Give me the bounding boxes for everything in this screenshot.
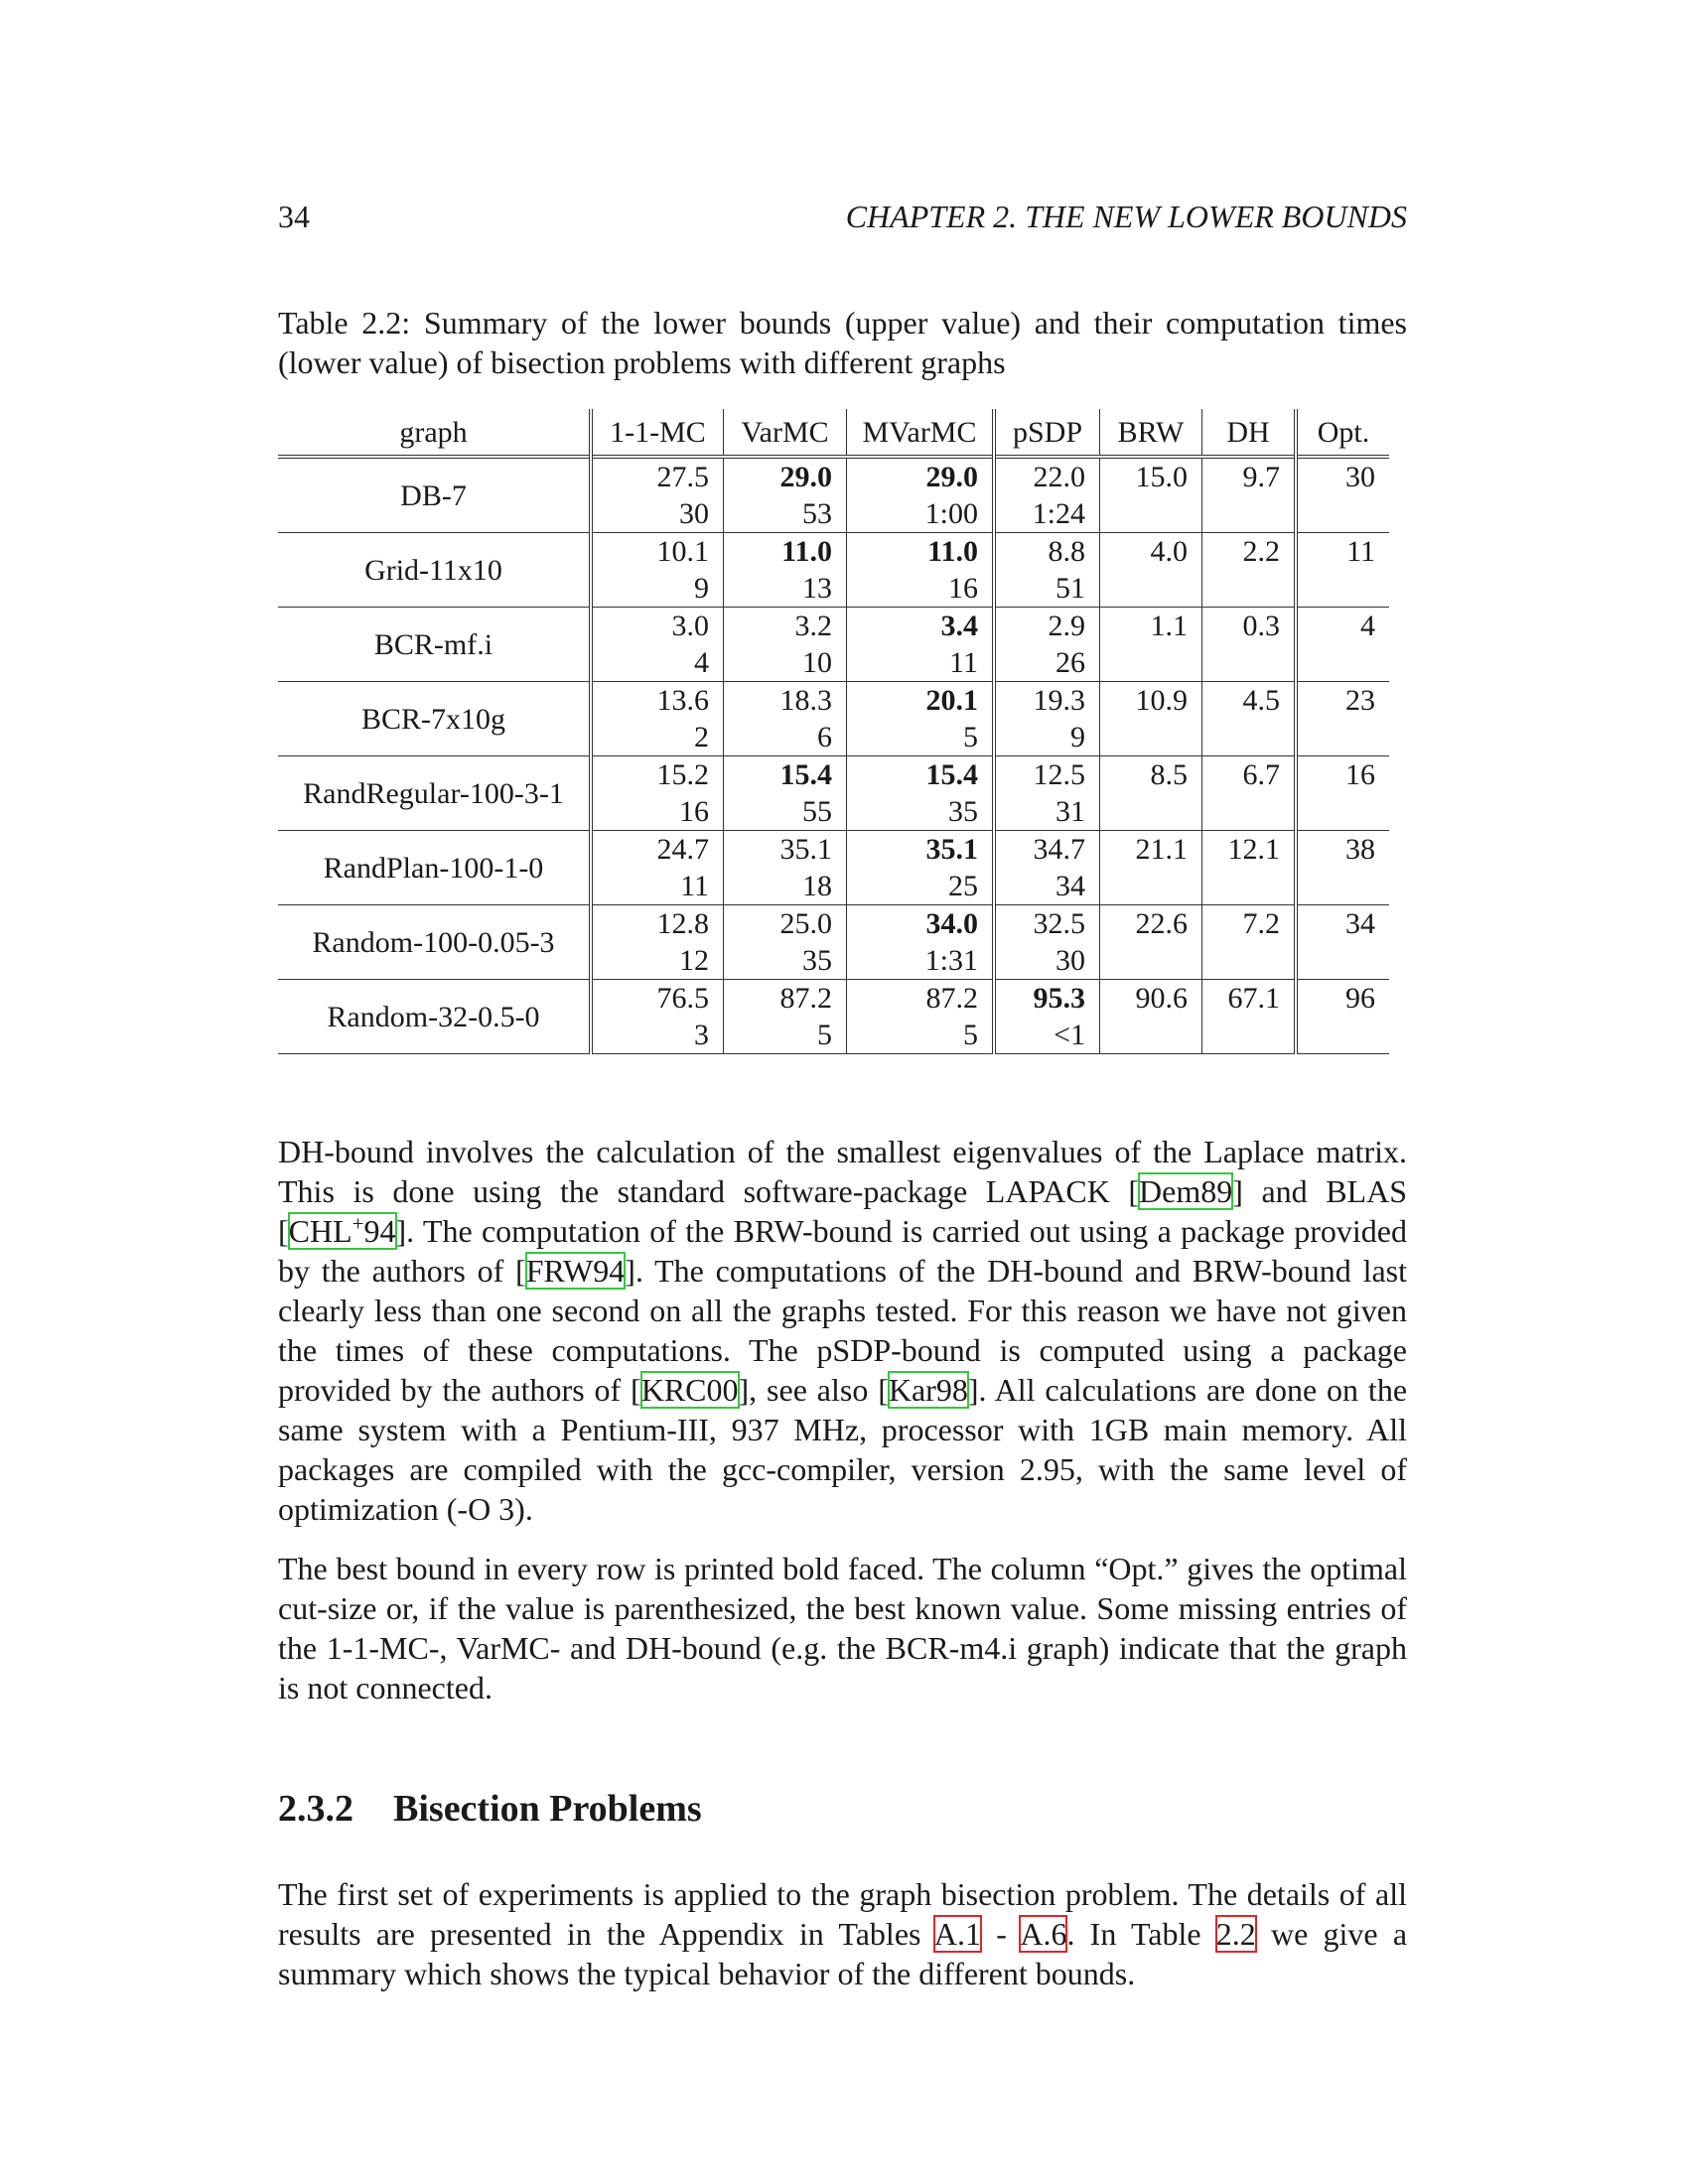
- table-header-row: [278, 409, 1389, 457]
- cell-mvarmc: 3.4 11: [847, 608, 995, 682]
- cell-dh: 4.5: [1202, 682, 1297, 756]
- table-ref-link[interactable]: 2.2: [1215, 1916, 1256, 1952]
- cell-varmc: 18.3 6: [724, 682, 847, 756]
- cell-opt: 23: [1296, 682, 1389, 756]
- table-row: [278, 831, 1389, 905]
- cell-dh: 9.7: [1202, 457, 1297, 533]
- section-body: [278, 1874, 1407, 2013]
- citation-link[interactable]: Kar98: [888, 1372, 968, 1408]
- page-header: [278, 199, 1407, 242]
- graph-name: BCR-7x10g: [360, 702, 506, 736]
- cell-psdp: 34.7 34: [994, 831, 1100, 905]
- section-title: Bisection Problems: [393, 1788, 702, 1830]
- cell-varmc: 29.0 53: [724, 457, 847, 533]
- cell-psdp: 12.5 31: [994, 756, 1100, 831]
- cell-brw: 90.6: [1100, 980, 1202, 1054]
- citation-link[interactable]: KRC00: [640, 1372, 739, 1408]
- results-table: [278, 409, 1389, 1054]
- cell-opt: 34: [1296, 905, 1389, 980]
- graph-name: Grid-11x10: [364, 553, 502, 587]
- page-number: 34: [278, 199, 310, 234]
- cell-brw: 4.0: [1100, 533, 1202, 608]
- graph-name: Random-32-0.5-0: [327, 1000, 540, 1033]
- col-header-mvarmc: MVarMC: [847, 409, 995, 457]
- body-paragraphs: [278, 1132, 1407, 1727]
- paragraph-best-bound: The best bound in every row is printed bold faced. The column “Opt.” gives the optimal cut-size or, if the value is parenthesized, the best known value. Some missing entries of the 1-1-MC-, VarMC- and DH-bound (e.g. the BCR-m4.i graph) indicate that the graph is not connected.: [278, 1551, 1407, 1706]
- cell-dh: 67.1: [1202, 980, 1297, 1054]
- cell-psdp: 19.3 9: [994, 682, 1100, 756]
- cell-brw: 8.5: [1100, 756, 1202, 831]
- cell-dh: 12.1: [1202, 831, 1297, 905]
- cell-mvarmc: 34.0 1:31: [847, 905, 995, 980]
- cell-opt: 16: [1296, 756, 1389, 831]
- table-ref-link[interactable]: A.6: [1020, 1916, 1067, 1952]
- col-header-varmc: VarMC: [724, 409, 847, 457]
- cell-1-1-mc: 13.6 2: [591, 682, 724, 756]
- section-number: 2.3.2: [278, 1788, 353, 1830]
- graph-name: RandRegular-100-3-1: [303, 776, 564, 810]
- cell-opt: 38: [1296, 831, 1389, 905]
- cell-1-1-mc: 12.8 12: [591, 905, 724, 980]
- cell-varmc: 35.1 18: [724, 831, 847, 905]
- cell-mvarmc: 15.4 35: [847, 756, 995, 831]
- cell-1-1-mc: 27.5 30: [591, 457, 724, 533]
- table-row: [278, 457, 1389, 533]
- col-header-dh: DH: [1202, 409, 1297, 457]
- cell-1-1-mc: 15.2 16: [591, 756, 724, 831]
- citation-link[interactable]: CHL+94: [288, 1211, 396, 1249]
- cell-dh: 0.3: [1202, 608, 1297, 682]
- cell-mvarmc: 29.0 1:00: [847, 457, 995, 533]
- cell-brw: 10.9: [1100, 682, 1202, 756]
- table-row: [278, 682, 1389, 756]
- cell-brw: 15.0: [1100, 457, 1202, 533]
- cell-varmc: 11.0 13: [724, 533, 847, 608]
- cell-opt: 30: [1296, 457, 1389, 533]
- cell-dh: 6.7: [1202, 756, 1297, 831]
- cell-varmc: 87.2 5: [724, 980, 847, 1054]
- cell-mvarmc: 35.1 25: [847, 831, 995, 905]
- graph-name: BCR-mf.i: [373, 627, 493, 661]
- cell-1-1-mc: 10.1 9: [591, 533, 724, 608]
- paragraph-dh-bound: DH-bound involves the calculation of the smallest eigenvalues of the Laplace matrix. This is done using the standard software-package LAPACK [Dem89] and BLAS [CHL+94]. The computation of the BRW-bound is carried out using a package provided by the authors of [FRW94]. The computations of the DH-bound and BRW-bound last clearly less than one second on all the graphs tested. For this reason we have not given the times of these computations. The pSDP-bound is computed using a package provided by the authors of [KRC00], see also [Kar98]. All calculations are done on the same system with a Pentium-III, 937 MHz, processor with 1GB main memory. All packages are compiled with the gcc-compiler, version 2.95, with the same level of optimization (-O 3).: [278, 1134, 1408, 1527]
- paragraph-experiments: The first set of experiments is applied to the graph bisection problem. The details of all results are presented in the Appendix in Tables A.1 - A.6. In Table 2.2 we give a summary which shows the typical behavior of the different bounds.: [278, 1876, 1408, 1991]
- cell-1-1-mc: 76.5 3: [591, 980, 724, 1054]
- section-heading: [278, 1787, 702, 1831]
- cell-opt: 4: [1296, 608, 1389, 682]
- cell-psdp: 95.3 <1: [994, 980, 1100, 1054]
- cell-brw: 21.1: [1100, 831, 1202, 905]
- cell-dh: 2.2: [1202, 533, 1297, 608]
- table-ref-link[interactable]: A.1: [933, 1916, 982, 1952]
- cell-psdp: 8.8 51: [994, 533, 1100, 608]
- col-header-1-1-mc: 1-1-MC: [591, 409, 724, 457]
- table-caption: Table 2.2: Summary of the lower bounds (upper value) and their computation times (lower value) of bisection problems with different graphs: [278, 305, 1407, 380]
- table-row: [278, 533, 1389, 608]
- citation-link[interactable]: Dem89: [1139, 1173, 1233, 1209]
- graph-name: RandPlan-100-1-0: [323, 851, 544, 885]
- cell-mvarmc: 11.0 16: [847, 533, 995, 608]
- col-header-graph: graph: [399, 415, 468, 449]
- cell-1-1-mc: 24.7 11: [591, 831, 724, 905]
- cell-opt: 11: [1296, 533, 1389, 608]
- col-header-psdp: pSDP: [994, 409, 1100, 457]
- chapter-title: CHAPTER 2. THE NEW LOWER BOUNDS: [845, 199, 1407, 234]
- table-row: [278, 905, 1389, 980]
- col-header-brw: BRW: [1100, 409, 1202, 457]
- cell-brw: 22.6: [1100, 905, 1202, 980]
- cell-psdp: 22.0 1:24: [994, 457, 1100, 533]
- graph-name: Random-100-0.05-3: [312, 925, 555, 959]
- table-row: [278, 980, 1389, 1054]
- cell-dh: 7.2: [1202, 905, 1297, 980]
- table-row: [278, 608, 1389, 682]
- table-row: [278, 756, 1389, 831]
- cell-psdp: 2.9 26: [994, 608, 1100, 682]
- cell-psdp: 32.5 30: [994, 905, 1100, 980]
- cell-mvarmc: 20.1 5: [847, 682, 995, 756]
- cell-varmc: 15.4 55: [724, 756, 847, 831]
- col-header-opt: Opt.: [1296, 409, 1389, 457]
- cell-opt: 96: [1296, 980, 1389, 1054]
- cell-varmc: 25.0 35: [724, 905, 847, 980]
- cell-brw: 1.1: [1100, 608, 1202, 682]
- graph-name: DB-7: [400, 478, 467, 512]
- citation-link[interactable]: FRW94: [525, 1253, 626, 1289]
- cell-1-1-mc: 3.0 4: [591, 608, 724, 682]
- cell-mvarmc: 87.2 5: [847, 980, 995, 1054]
- cell-varmc: 3.2 10: [724, 608, 847, 682]
